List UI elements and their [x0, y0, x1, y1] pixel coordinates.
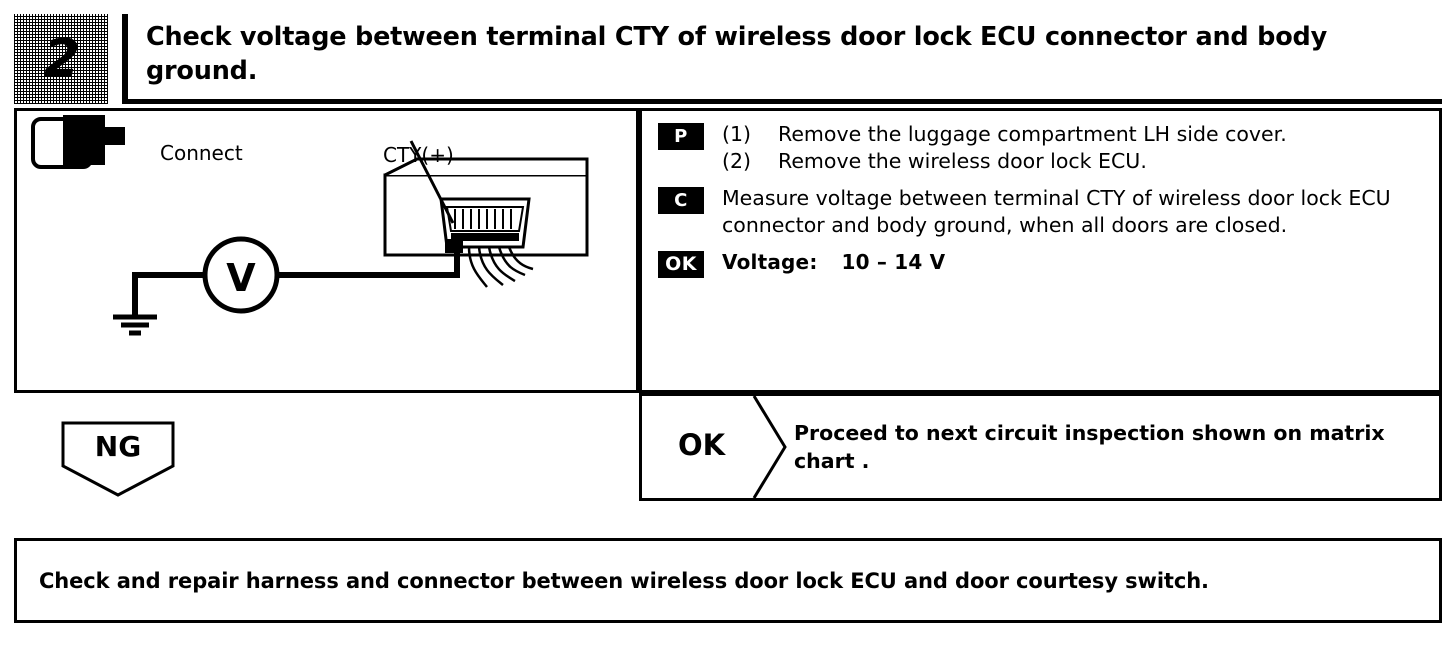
voltage-value: 10 – 14 V — [841, 249, 946, 274]
voltage-label: Voltage: — [722, 249, 818, 274]
ok-outcome-label: OK — [678, 428, 726, 462]
check-row — [658, 185, 1431, 240]
ground-symbol — [113, 317, 157, 333]
prepare-item-1-text: Remove the luggage compartment LH side cover. — [778, 122, 1287, 146]
connect-label: Connect — [160, 141, 243, 165]
prepare-item-2-number: (2) — [722, 149, 752, 174]
prepare-item-1 — [722, 121, 1431, 148]
prepare-item-2-text: Remove the wireless door lock ECU. — [778, 149, 1147, 174]
page-title: Check voltage between terminal CTY of wireless door lock ECU connector and body ground. — [146, 22, 1327, 87]
step-title-container — [122, 14, 1442, 104]
ng-arrow — [60, 420, 176, 498]
ng-action-box — [14, 538, 1442, 623]
prepare-item-2 — [722, 148, 1431, 175]
connector-plug-icon — [33, 115, 125, 167]
ok-outcome-panel — [639, 393, 1442, 501]
cty-terminal-label: CTY(+) — [383, 143, 454, 167]
main-content-row — [14, 108, 1442, 393]
ok-outcome-text: Proceed to next circuit inspection shown on matrix chart . — [794, 421, 1385, 473]
wiring-diagram-panel — [14, 108, 639, 393]
ng-action-text: Check and repair harness and connector between wireless door lock ECU and door courtesy switch. — [39, 569, 1209, 593]
svg-text:V: V — [226, 256, 256, 300]
instructions-panel — [639, 108, 1442, 393]
prepare-row — [658, 121, 1431, 176]
prepare-tag: P — [658, 123, 704, 150]
voltage-spec — [722, 249, 1431, 276]
check-text: Measure voltage between terminal CTY of wireless door lock ECU connector and body ground, when all doors are closed. — [722, 185, 1391, 238]
step-header — [14, 14, 1442, 104]
voltmeter — [205, 239, 277, 311]
step-number: 2 — [43, 29, 79, 89]
prepare-body — [722, 121, 1431, 176]
wiring-diagram-svg — [17, 111, 636, 390]
ok-tag: OK — [658, 251, 704, 278]
ng-label: NG — [94, 429, 142, 463]
check-tag: C — [658, 187, 704, 214]
result-row — [658, 249, 1431, 278]
prepare-item-1-number: (1) — [722, 122, 752, 146]
outcome-row — [14, 393, 1442, 501]
